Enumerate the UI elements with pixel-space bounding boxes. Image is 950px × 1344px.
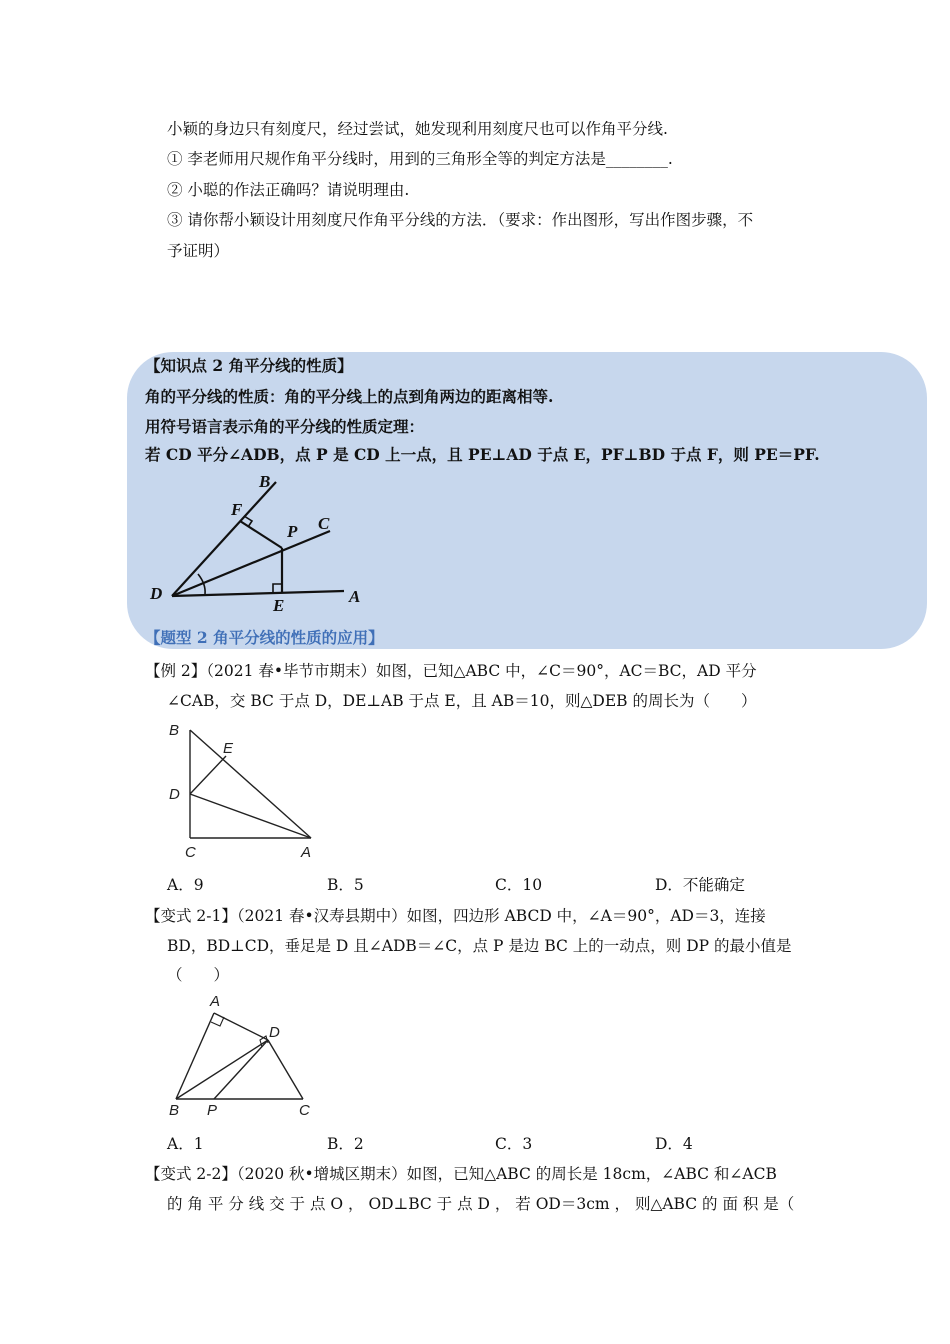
example-2-line-1: 【例 2】（2021 春•毕节市期末）如图，已知△ABC 中，∠C＝90°，AC＝BC，AD 平分 bbox=[145, 662, 757, 680]
v21-option-a[interactable]: A．1 bbox=[167, 1135, 204, 1153]
v21-option-d[interactable]: D．4 bbox=[655, 1135, 693, 1153]
topic-heading: 【题型 2 角平分线的性质的应用】 bbox=[145, 628, 384, 647]
ray-db bbox=[172, 482, 276, 596]
question-3-line-1: ③ 请你帮小颖设计用刻度尺作角平分线的方法．（要求：作出图形，写出作图步骤，不 bbox=[167, 211, 754, 229]
variant-2-1-line-2: BD，BD⊥CD，垂足是 D 且∠ADB＝∠C，点 P 是边 BC 上的一动点，则 DP 的最小值是 bbox=[167, 937, 792, 955]
ex2-label-e: E bbox=[223, 740, 234, 757]
label-p: P bbox=[287, 522, 298, 541]
variant-2-2-line-1: 【变式 2-2】（2020 秋•增城区期末）如图，已知△ABC 的周长是 18cm，∠ABC 和∠ACB bbox=[145, 1165, 777, 1183]
intro-text: 小颖的身边只有刻度尺，经过尝试，她发现利用刻度尺也可以作角平分线. bbox=[167, 120, 668, 138]
triangle-abc-figure bbox=[160, 715, 330, 865]
right-angle-mark-e bbox=[273, 584, 282, 593]
knowledge-line-1: 角的平分线的性质：角的平分线上的点到角两边的距离相等. bbox=[145, 387, 554, 406]
label-d: D bbox=[150, 584, 163, 603]
ex2-option-b[interactable]: B．5 bbox=[327, 876, 364, 894]
v21-label-d: D bbox=[269, 1024, 280, 1041]
variant-2-2-line-2: 的 角 平 分 线 交 于 点 O ， OD⊥BC 于 点 D ， 若 OD＝3cm ， 则△ABC 的 面 积 是（ bbox=[167, 1195, 795, 1213]
v21-option-c[interactable]: C．3 bbox=[495, 1135, 533, 1153]
v21-label-p: P bbox=[207, 1102, 218, 1119]
ex2-label-a: A bbox=[301, 844, 312, 861]
question-2: ② 小聪的作法正确吗？请说明理由. bbox=[167, 181, 410, 199]
ex2-label-b: B bbox=[169, 722, 180, 739]
segment-pf bbox=[240, 521, 282, 548]
quadrilateral-abcd-figure bbox=[160, 990, 330, 1120]
knowledge-line-2: 用符号语言表示角的平分线的性质定理： bbox=[145, 417, 425, 436]
ex2-option-a[interactable]: A．9 bbox=[167, 876, 204, 894]
ray-da bbox=[172, 591, 344, 596]
ex2-label-c: C bbox=[185, 844, 196, 861]
v21-label-a: A bbox=[210, 993, 221, 1010]
knowledge-heading: 【知识点 2 角平分线的性质】 bbox=[145, 356, 353, 375]
label-f: F bbox=[231, 500, 243, 519]
label-b: B bbox=[259, 472, 271, 491]
angle-bisector-figure bbox=[140, 468, 380, 618]
v21-option-b[interactable]: B．2 bbox=[327, 1135, 364, 1153]
label-a: A bbox=[349, 587, 361, 606]
label-c: C bbox=[318, 514, 330, 533]
v21-label-c: C bbox=[299, 1102, 310, 1119]
ex2-option-c[interactable]: C．10 bbox=[495, 876, 543, 894]
v21-label-b: B bbox=[169, 1102, 180, 1119]
example-2-line-2: ∠CAB，交 BC 于点 D，DE⊥AB 于点 E，且 AB＝10，则△DEB 的周长为（ ） bbox=[167, 692, 757, 710]
ex2-option-d[interactable]: D．不能确定 bbox=[655, 876, 745, 894]
label-e: E bbox=[273, 596, 285, 615]
question-3-line-2: 予证明） bbox=[167, 242, 230, 260]
ray-dc bbox=[172, 531, 330, 596]
ex2-label-d: D bbox=[169, 786, 180, 803]
variant-2-1-line-3: （ ） bbox=[167, 966, 230, 984]
question-1: ① 李老师用尺规作角平分线时，用到的三角形全等的判定方法是________. bbox=[167, 150, 673, 168]
variant-2-1-line-1: 【变式 2-1】（2021 春•汉寿县期中）如图，四边形 ABCD 中，∠A＝90°，AD＝3，连接 bbox=[145, 907, 766, 925]
knowledge-line-3: 若 CD 平分∠ADB，点 P 是 CD 上一点，且 PE⊥AD 于点 E，PF⊥BD 于点 F，则 PE＝PF. bbox=[145, 445, 820, 464]
